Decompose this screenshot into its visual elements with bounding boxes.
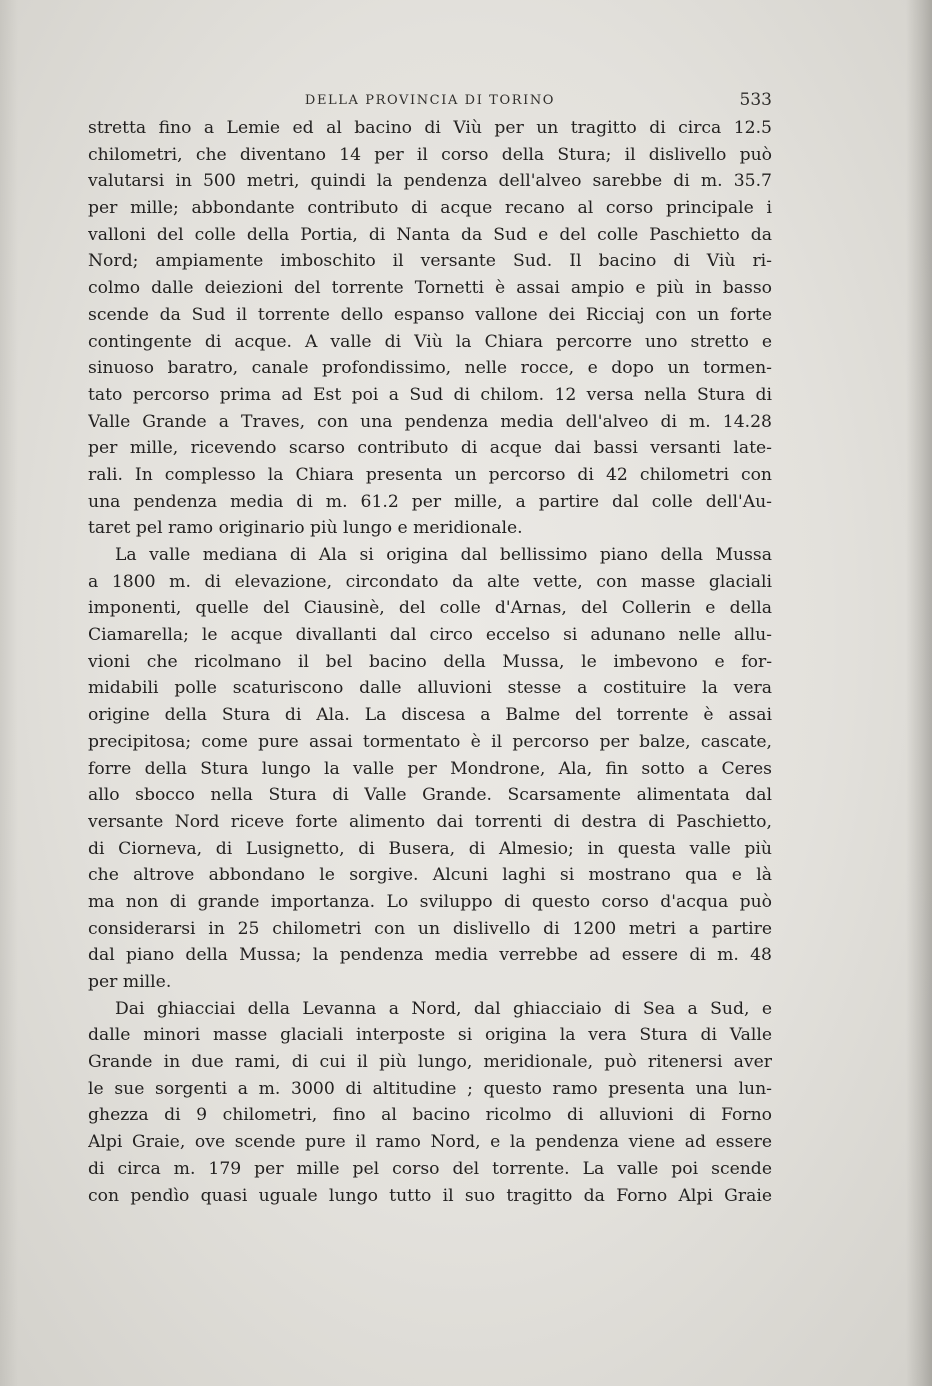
text-line: stretta fino a Lemie ed al bacino di Viù per un tragitto di circa 12.5 — [88, 118, 772, 138]
text-line: versante Nord riceve forte alimento dai torrenti di destra di Paschietto, — [88, 811, 772, 832]
text-line: tato percorso prima ad Est poi a Sud di chilom. 12 versa nella Stura di — [88, 384, 772, 405]
text-line: valloni del colle della Portia, di Nanta da Sud e del colle Paschietto da — [88, 224, 772, 245]
text-line: dalle minori masse glaciali interposte si origina la vera Stura di Valle — [88, 1025, 772, 1046]
text-line: Nord; ampiamente imboschito il versante Sud. Il bacino di Viù ri- — [88, 251, 772, 272]
text-line: precipitosa; come pure assai tormentato è il percorso per balze, cascate, — [88, 731, 772, 752]
text-line: taret pel ramo originario più lungo e meridionale. — [88, 518, 523, 539]
text-line: considerarsi in 25 chilometri con un dislivello di 1200 metri a partire — [88, 918, 772, 939]
text-line: colmo dalle deiezioni del torrente Tornetti è assai ampio e più in basso — [88, 278, 772, 299]
text-line: Ciamarella; le acque divallanti dal circo eccelso si adunano nelle allu- — [88, 625, 772, 646]
text-line: Grande in due rami, di cui il più lungo, meridionale, può ritenersi aver — [88, 1052, 772, 1073]
text-line: Valle Grande a Traves, con una pendenza media dell'alveo di m. 14.28 — [88, 411, 772, 432]
page-right-shadow — [906, 0, 932, 1386]
text-line: allo sbocco nella Stura di Valle Grande. Scarsamente alimentata dal — [88, 785, 772, 806]
page-number: 533 — [739, 90, 772, 110]
page-left-shadow — [0, 0, 18, 1386]
text-line: Dai ghiacciai della Levanna a Nord, dal ghiacciaio di Sea a Sud, e — [115, 998, 772, 1019]
text-line: di Ciorneva, di Lusignetto, di Busera, di Almesio; in questa valle più — [88, 838, 772, 859]
text-line: per mille. — [88, 972, 172, 992]
text-line: con pendìo quasi uguale lungo tutto il suo tragitto da Forno Alpi Graie — [88, 1185, 772, 1206]
text-line: vioni che ricolmano il bel bacino della Mussa, le imbevono e for- — [88, 651, 772, 672]
text-line: rali. In complesso la Chiara presenta un percorso di 42 chilometri con — [88, 464, 772, 485]
text-line: una pendenza media di m. 61.2 per mille, a partire dal colle dell'Au- — [88, 491, 772, 512]
body-text — [88, 115, 772, 1209]
text-line: chilometri, che diventano 14 per il corso della Stura; il dislivello può — [88, 144, 772, 165]
text-line: dal piano della Mussa; la pendenza media verrebbe ad essere di m. 48 — [88, 945, 772, 966]
text-line: di circa m. 179 per mille pel corso del torrente. La valle poi scende — [88, 1158, 772, 1179]
text-line: ma non di grande importanza. Lo sviluppo di questo corso d'acqua può — [88, 891, 772, 912]
text-line: a 1800 m. di elevazione, circondato da alte vette, con masse glaciali — [88, 571, 772, 592]
text-line: per mille, ricevendo scarso contributo di acque dai bassi versanti late- — [88, 438, 772, 459]
text-line: scende da Sud il torrente dello espanso vallone dei Ricciaj con un forte — [88, 304, 772, 325]
running-title: DELLA PROVINCIA DI TORINO — [304, 93, 556, 108]
text-line: valutarsi in 500 metri, quindi la pendenza dell'alveo sarebbe di m. 35.7 — [88, 171, 772, 192]
text-line: imponenti, quelle del Ciausinè, del colle d'Arnas, del Collerin e della — [88, 598, 772, 619]
text-line: le sue sorgenti a m. 3000 di altitudine ; questo ramo presenta una lun- — [88, 1078, 772, 1099]
text-line: per mille; abbondante contributo di acque recano al corso principale i — [88, 198, 772, 219]
text-line: Alpi Graie, ove scende pure il ramo Nord, e la pendenza viene ad essere — [88, 1132, 772, 1153]
page-header — [88, 90, 772, 114]
text-line: sinuoso baratro, canale profondissimo, nelle rocce, e dopo un tormen- — [88, 358, 772, 379]
text-line: che altrove abbondano le sorgive. Alcuni laghi si mostrano qua e là — [88, 865, 772, 886]
text-line: forre della Stura lungo la valle per Mondrone, Ala, fin sotto a Ceres — [88, 758, 772, 779]
text-line: La valle mediana di Ala si origina dal bellissimo piano della Mussa — [115, 545, 772, 565]
text-line: origine della Stura di Ala. La discesa a Balme del torrente è assai — [88, 705, 772, 726]
text-line: midabili polle scaturiscono dalle alluvioni stesse a costituire la vera — [88, 678, 772, 699]
text-line: ghezza di 9 chilometri, fino al bacino ricolmo di alluvioni di Forno — [88, 1105, 772, 1126]
text-line: contingente di acque. A valle di Viù la Chiara percorre uno stretto e — [88, 331, 772, 352]
